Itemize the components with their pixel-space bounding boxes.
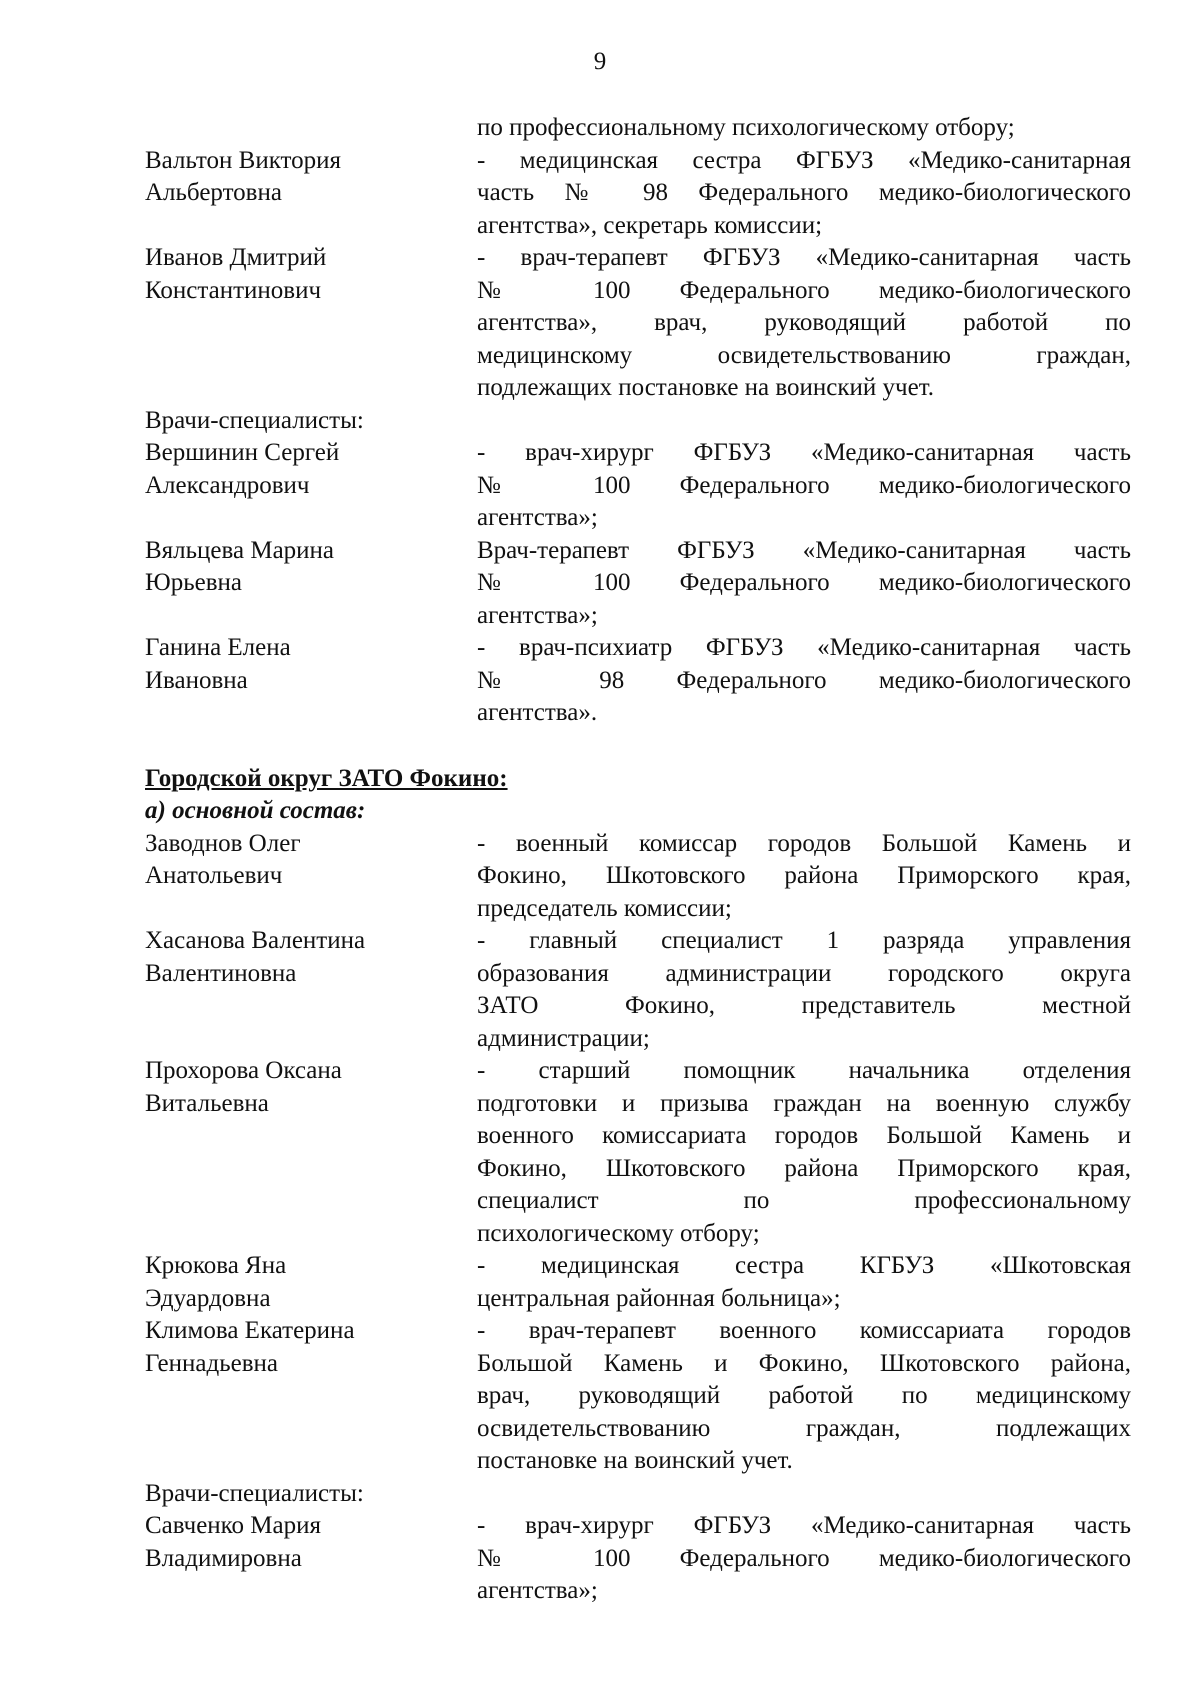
member-description: - главный специалист 1 разряда управления образования администрации городского округа ЗАТО Фокино, представитель местной администрации; [477, 927, 1131, 1052]
member-name: Крюкова Яна Эдуардовна [145, 1252, 287, 1312]
member-description: - медицинская сестра ФГБУЗ «Медико-санитарная часть № 98 Федерального медико-биологического агентства», секретарь комиссии; [477, 146, 1131, 239]
specialist-row [145, 437, 1131, 535]
member-name: Вальтон Виктория Альбертовна [145, 146, 341, 206]
specialist-description: - врач-хирург ФГБУЗ «Медико-санитарная часть № 100 Федерального медико-биологического агентства»; [477, 439, 1131, 531]
continuation-text: по профессиональному психологическому отбору; [477, 114, 1015, 141]
document-body [145, 112, 1131, 1608]
member-description: - старший помощник начальника отделения подготовки и призыва граждан на военную службу военного комиссариата городов Большой Камень и Фокино, Шкотовского района Приморского края, специалист по профессиональному психологическому отбору; [477, 1057, 1131, 1247]
specialist-row [145, 632, 1131, 730]
member-row [145, 925, 1131, 1055]
page-number: 9 [593, 48, 607, 75]
member-name: Прохорова Оксана Витальевна [145, 1057, 342, 1117]
specialists-label: Врачи-специалисты: [145, 406, 364, 434]
specialist-description: Врач-терапевт ФГБУЗ «Медико-санитарная часть № 100 Федерального медико-биологического агентства»; [477, 536, 1131, 629]
specialist-description: - врач-хирург ФГБУЗ «Медико-санитарная часть № 100 Федерального медико-биологического агентства»; [477, 1512, 1131, 1604]
member-name: Заводнов Олег Анатольевич [145, 829, 301, 889]
section-subheading: а) основной состав: [145, 797, 366, 824]
section-heading: Городской округ ЗАТО Фокино: [145, 764, 508, 792]
member-row [145, 1250, 1131, 1315]
specialist-description: - врач-психиатр ФГБУЗ «Медико-санитарная часть № 98 Федерального медико-биологического агентства». [477, 634, 1131, 726]
specialist-row [145, 1510, 1131, 1608]
member-row [145, 145, 1131, 243]
specialist-name: Ганина Елена Ивановна [145, 634, 291, 694]
member-row [145, 828, 1131, 926]
member-description: - врач-терапевт ФГБУЗ «Медико-санитарная часть № 100 Федерального медико-биологического агентства», врач, руководящий работой по медицинскому освидетельствованию граждан, подлежащих постановке на воинский учет. [477, 244, 1131, 401]
member-name: Иванов Дмитрий Константинович [145, 244, 327, 304]
specialist-name: Вяльцева Марина Юрьевна [145, 536, 335, 596]
specialist-name: Савченко Мария Владимировна [145, 1512, 322, 1572]
member-name: Климова Екатерина Геннадьевна [145, 1317, 355, 1377]
member-description: - врач-терапевт военного комиссариата городов Большой Камень и Фокино, Шкотовского района, врач, руководящий работой по медицинскому освидетельствованию граждан, подлежащих постановке на воинский учет. [477, 1317, 1131, 1474]
member-row [145, 1055, 1131, 1250]
member-description: - медицинская сестра КГБУЗ «Шкотовская центральная районная больница»; [477, 1252, 1131, 1312]
specialist-row [145, 535, 1131, 633]
member-row [145, 1315, 1131, 1478]
member-row [145, 242, 1131, 405]
continuation-row [145, 112, 1131, 145]
member-description: - военный комиссар городов Большой Камень и Фокино, Шкотовского района Приморского края, председатель комиссии; [477, 829, 1131, 922]
specialist-name: Вершинин Сергей Александрович [145, 439, 340, 499]
specialists-label: Врачи-специалисты: [145, 1479, 364, 1507]
member-name: Хасанова Валентина Валентиновна [145, 927, 366, 987]
